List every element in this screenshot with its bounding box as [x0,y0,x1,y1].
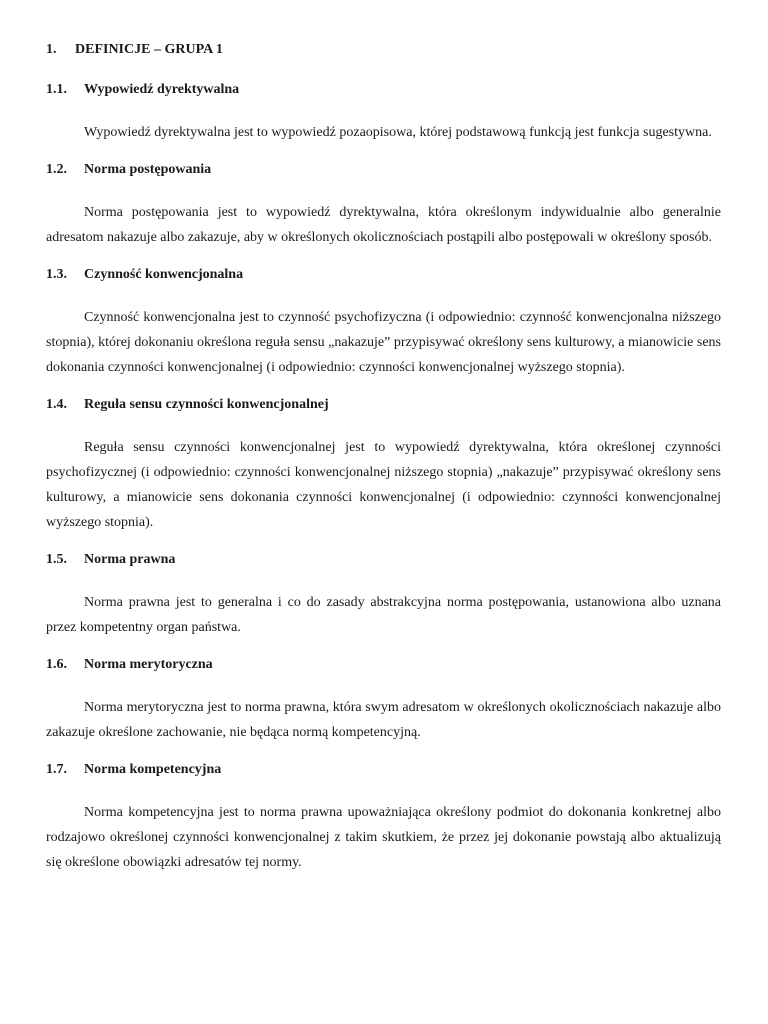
document-page [46,40,721,890]
section-1-6 [46,655,721,745]
section-body: Reguła sensu czynności konwencjonalnej jest to wypowiedź dyrektywalna, która określonej czynności psychofizycznej (i odpowiednio: czynności konwencjonalnej niższego stopnia) „nakazuje” przypisywać określony sens kulturowy, a mianowicie sens dokonania czynności konwencjonalnej (i odpowiednio: czynności konwencjonalnej wyższego stopnia). [46,440,721,530]
section-number: 1.2. [46,162,67,177]
section-heading [46,760,721,780]
section-title: Norma postępowania [84,162,212,177]
section-heading [46,395,721,415]
section-heading [46,160,721,180]
section-body: Norma postępowania jest to wypowiedź dyrektywalna, która określonym indywidualnie albo generalnie adresatom nakazuje albo zakazuje, aby w określonych okolicznościach postąpili albo postępowali w określony sposób. [46,205,721,245]
section-body: Wypowiedź dyrektywalna jest to wypowiedź pozaopisowa, której podstawową funkcją jest funkcja sugestywna. [84,125,712,140]
section-body: Norma prawna jest to generalna i co do zasady abstrakcyjna norma postępowania, ustanowiona albo uznana przez kompetentny organ państwa. [46,595,721,635]
section-1-5 [46,550,721,640]
section-heading [46,265,721,285]
section-1-3 [46,265,721,380]
section-title: Reguła sensu czynności konwencjonalnej [84,397,329,412]
section-number: 1.1. [46,82,67,97]
section-body: Norma kompetencyjna jest to norma prawna upoważniająca określony podmiot do dokonania konkretnej albo rodzajowo określonej czynności konwencjonalnej z takim skutkiem, że przez jej dokonanie powstają albo aktualizują się określone obowiązki adresatów tej normy. [46,805,721,870]
section-body: Czynność konwencjonalna jest to czynność psychofizyczna (i odpowiednio: czynność konwencjonalna niższego stopnia), której dokonaniu określona reguła sensu „nakazuje” przypisywać określony sens kulturowy, a mianowicie sens dokonania czynności konwencjonalnej (i odpowiednio: czynności konwencjonalnej wyższego stopnia). [46,310,721,375]
section-heading [46,80,721,100]
section-title: Norma kompetencyjna [84,762,222,777]
section-1-2 [46,160,721,250]
section-title: Czynność konwencjonalna [84,267,244,282]
document-heading [46,40,721,60]
section-heading [46,550,721,570]
section-heading [46,655,721,675]
heading-title: DEFINICJE – GRUPA 1 [75,42,223,57]
section-number: 1.3. [46,267,67,282]
section-title: Norma merytoryczna [84,657,213,672]
section-1-7 [46,760,721,875]
section-1-1 [46,80,721,145]
section-title: Wypowiedź dyrektywalna [84,82,240,97]
section-1-4 [46,395,721,535]
section-number: 1.5. [46,552,67,567]
section-number: 1.7. [46,762,67,777]
heading-number: 1. [46,42,57,57]
section-number: 1.4. [46,397,67,412]
section-body: Norma merytoryczna jest to norma prawna, która swym adresatom w określonych okolicznościach nakazuje albo zakazuje określone zachowanie, nie będąca normą kompetencyjną. [46,700,721,740]
section-number: 1.6. [46,657,67,672]
section-title: Norma prawna [84,552,176,567]
